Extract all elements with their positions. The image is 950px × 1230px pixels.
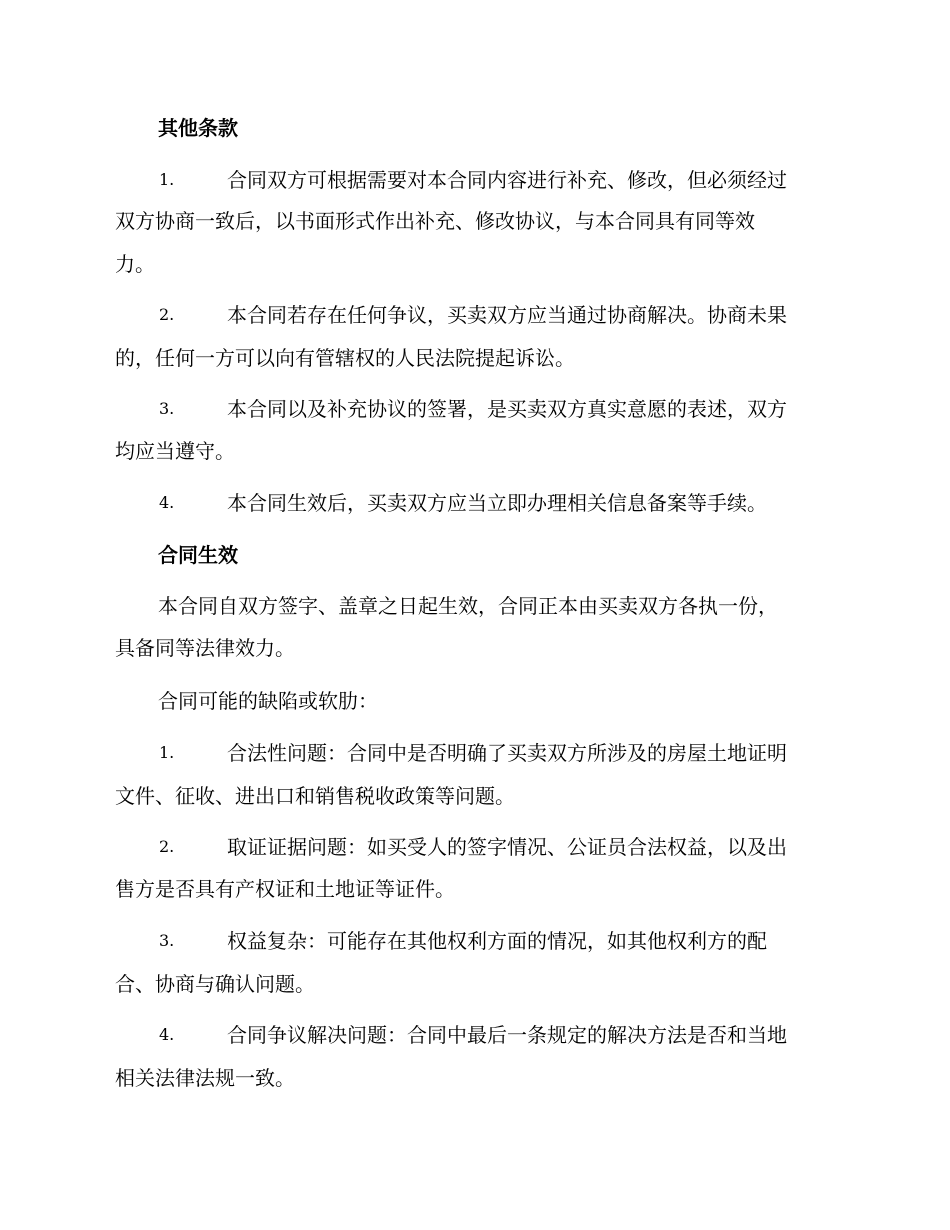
list-item-line: 本合同生效后，买卖双方应当立即办理相关信息备案等手续。	[227, 491, 767, 515]
list-item-line: 合法性问题：合同中是否明确了买卖双方所涉及的房屋土地证明	[227, 741, 787, 765]
list-item-number: 2.	[159, 837, 175, 856]
list-item-line: 相关法律法规一致。	[115, 1066, 295, 1090]
list-item-line: 本合同若存在任何争议，买卖双方应当通过协商解决。协商未果	[227, 303, 787, 327]
paragraph-line: 具备同等法律效力。	[115, 636, 295, 660]
list-item-number: 2.	[159, 305, 175, 324]
list-item-line: 双方协商一致后，以书面形式作出补充、修改协议，与本合同具有同等效	[115, 209, 755, 233]
intro-line: 合同可能的缺陷或软肋：	[158, 689, 378, 713]
list-item-line: 售方是否具有产权证和土地证等证件。	[115, 877, 455, 901]
list-item-line: 力。	[115, 252, 155, 276]
list-item-number: 3.	[159, 931, 175, 950]
section-heading-contract-effective: 合同生效	[158, 543, 238, 567]
list-item-line: 本合同以及补充协议的签署，是买卖双方真实意愿的表述，双方	[227, 397, 787, 421]
list-item-line: 均应当遵守。	[115, 439, 235, 463]
list-item-line: 合、协商与确认问题。	[115, 972, 315, 996]
list-item-line: 合同争议解决问题：合同中最后一条规定的解决方法是否和当地	[227, 1023, 787, 1047]
section-heading-other-terms: 其他条款	[158, 116, 238, 140]
list-item-line: 权益复杂：可能存在其他权利方面的情况，如其他权利方的配	[227, 929, 767, 953]
list-item-number: 1.	[159, 170, 175, 189]
list-item-number: 1.	[159, 743, 175, 762]
list-item-number: 4.	[159, 493, 175, 512]
list-item-line: 取证证据问题：如买受人的签字情况、公证员合法权益，以及出	[227, 835, 787, 859]
list-item-line: 合同双方可根据需要对本合同内容进行补充、修改，但必须经过	[227, 168, 787, 192]
list-item-number: 3.	[159, 399, 175, 418]
list-item-line: 的，任何一方可以向有管辖权的人民法院提起诉讼。	[115, 346, 575, 370]
paragraph-line: 本合同自双方签字、盖章之日起生效，合同正本由买卖双方各执一份，	[158, 594, 778, 618]
list-item-line: 文件、征收、进出口和销售税收政策等问题。	[115, 784, 515, 808]
list-item-number: 4.	[159, 1025, 175, 1044]
